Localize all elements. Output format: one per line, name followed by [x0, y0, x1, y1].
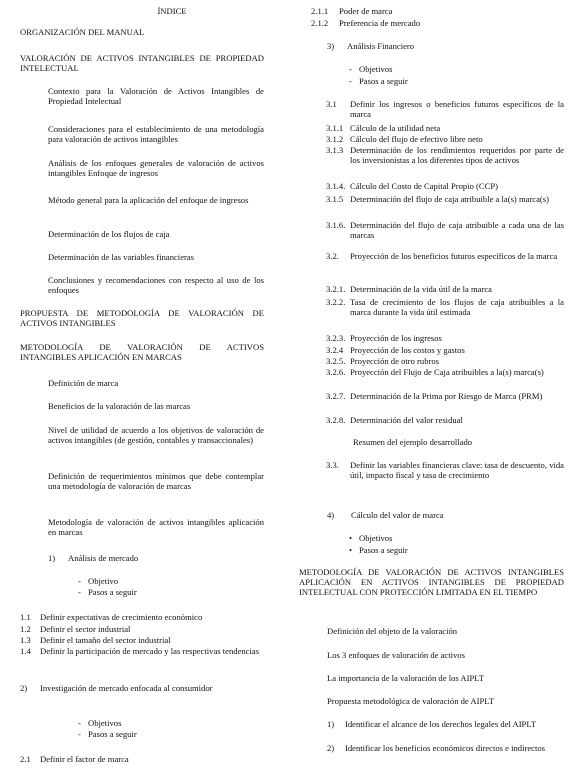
item-number: 3.1.6. — [326, 220, 346, 230]
item-number: 1.1 — [20, 612, 31, 622]
toc-entry: Definición de requerimientos mínimos que debe contemplar una metodología de valoración de marcas — [48, 471, 264, 492]
toc-entry: Los 3 enfoques de valoración de activos — [327, 650, 465, 660]
item-text: Proyección de otro rubros — [350, 356, 440, 366]
item-number: 3.2.5. — [326, 356, 346, 366]
item-text: Determinación del flujo de caja atribuible a la(s) marca(s) — [350, 194, 549, 204]
toc-subitem — [326, 356, 564, 366]
heading-organizacion: ORGANIZACIÓN DEL MANUAL — [20, 27, 145, 37]
summary-entry: Resumen del ejemplo desarrollado — [353, 437, 473, 447]
item-number: 3.1 — [326, 99, 337, 109]
toc-entry: Consideraciones para el establecimiento de una metodología para valoración de activos intangibles — [48, 124, 264, 145]
toc-subitem — [326, 99, 564, 121]
item-number: 3.1.4. — [326, 181, 346, 191]
toc-entry: Contexto para la Valoración de Activos Intangibles de Propiedad Intelectual — [48, 86, 264, 107]
item-text: Proyección del Flujo de Caja atribuibles a la(s) marca(s) — [350, 367, 544, 377]
toc-subitem — [326, 345, 564, 355]
section-number: 2) — [20, 683, 28, 693]
section-number: 1) — [48, 553, 56, 563]
bullet-item: - Objetivos — [359, 64, 564, 74]
item-text: Definir los ingresos o beneficios futuros específicos de la marca — [350, 99, 564, 120]
toc-subitem — [326, 460, 564, 494]
item-text: Identificar el alcance de los derechos legales del AIPLT — [345, 719, 537, 729]
item-number: 3.2.7. — [326, 391, 346, 401]
item-text: Proyección de los beneficios futuros específicos de la marca — [350, 251, 558, 261]
item-text: Determinación del valor residual — [350, 415, 463, 425]
section-number: 4) — [327, 510, 335, 520]
bullet-item: - Objetivo — [88, 576, 264, 586]
toc-subitem — [326, 145, 564, 177]
item-number: 2.1 — [20, 754, 31, 764]
toc-subitem — [326, 415, 564, 425]
toc-entry: Metodología de valoración de activos intangibles aplicación en marcas — [48, 517, 264, 538]
item-text: Poder de marca — [339, 6, 393, 16]
item-number: 1) — [327, 719, 335, 729]
toc-subitem — [326, 391, 564, 413]
item-text: Cálculo del flujo de efectivo libre neto — [350, 134, 483, 144]
item-number: 3.2.2. — [326, 297, 346, 307]
bullet-item: - Pasos a seguir — [359, 76, 564, 86]
item-text: Proyección de los ingresos — [350, 333, 442, 343]
section-label: Cálculo del valor de marca — [351, 510, 444, 520]
toc-subitem — [327, 719, 564, 741]
item-text: Definir el sector industrial — [40, 624, 131, 634]
toc-subitem — [326, 284, 564, 294]
section-number: 3) — [327, 41, 335, 51]
item-text: Definir las variables financieras clave: tasa de descuento, vida útil, impacto fiscal y tasa de crecimiento — [350, 460, 564, 481]
item-text: Determinación de la vida útil de la marca — [350, 284, 492, 294]
item-text: Preferencia de mercado — [339, 18, 421, 28]
item-number: 1.2 — [20, 624, 31, 634]
toc-entry: Determinación de las variables financieras — [48, 252, 195, 262]
item-number: 2.1.1 — [311, 6, 329, 16]
item-number: 3.2.3. — [326, 333, 346, 343]
toc-entry: Nivel de utilidad de acuerdo a los objetivos de valoración de activos intangibles (de gestión, contables y transaccionales) — [48, 425, 264, 446]
toc-subitem — [326, 297, 564, 329]
item-number: 3.2.6. — [326, 367, 346, 377]
toc-entry: Propuesta metodológica de valoración de AIPLT — [327, 696, 494, 706]
item-text: Definir la participación de mercado y las respectivas tendencias — [40, 646, 260, 656]
toc-subitem — [326, 220, 564, 242]
toc-entry: Conclusiones y recomendaciones con respecto al uso de los enfoques — [48, 275, 264, 296]
toc-subitem — [20, 635, 264, 645]
toc-subitem — [20, 646, 264, 668]
item-text: Definir expectativas de crecimiento económico — [40, 612, 203, 622]
item-text: Identificar los beneficios económicos directos e indirectos — [345, 743, 545, 753]
item-number: 3.2.4 — [326, 345, 344, 355]
toc-subitem — [326, 181, 564, 191]
heading-metodologia-marcas: METODOLOGÍA DE VALORACIÓN DE ACTIVOS INTANGIBLES APLICACIÓN EN MARCAS — [20, 342, 264, 363]
heading-propuesta: PROPUESTA DE METODOLOGÍA DE VALORACIÓN DE ACTIVOS INTANGIBLES — [20, 308, 264, 329]
section-4 — [327, 510, 564, 520]
toc-subitem — [311, 18, 564, 28]
toc-entry: Análisis de los enfoques generales de valoración de activos intangibles Enfoque de ingresos — [48, 158, 264, 179]
bullet-item: - Pasos a seguir — [88, 587, 264, 597]
section-label: Análisis Financiero — [347, 41, 415, 51]
item-number: 3.1.5 — [326, 194, 344, 204]
item-number: 3.1.2 — [326, 134, 344, 144]
item-text: Definir el tamaño del sector industrial — [40, 635, 171, 645]
toc-subitem — [326, 194, 564, 216]
item-text: Definir el factor de marca — [40, 754, 129, 764]
section-label: Análisis de mercado — [68, 553, 139, 563]
bullet-item: - Pasos a seguir — [88, 729, 264, 739]
item-number: 1.4 — [20, 646, 31, 656]
item-text: Determinación de los rendimientos requeridos por parte de los inversionistas a los diferentes tipos de activos — [350, 145, 564, 166]
toc-subitem — [20, 754, 264, 764]
bullet-item: - Objetivos — [88, 718, 264, 728]
toc-subitem — [326, 123, 564, 133]
toc-subitem — [326, 134, 564, 144]
toc-subitem — [20, 624, 264, 634]
section-label: Investigación de mercado enfocada al consumidor — [40, 683, 213, 693]
item-text: Determinación del flujo de caja atribuible a cada una de las marcas — [350, 220, 564, 241]
item-text: Determinación de la Prima por Riesgo de Marca (PRM) — [350, 391, 543, 401]
toc-subitem — [326, 251, 564, 273]
toc-subitem — [20, 612, 264, 622]
toc-entry: Definición de marca — [48, 378, 119, 388]
item-text: Cálculo de la utilidad neta — [350, 123, 441, 133]
toc-subitem — [311, 6, 564, 16]
item-number: 3.1.3 — [326, 145, 344, 155]
item-number: 3.2.8. — [326, 415, 346, 425]
toc-entry: Método general para la aplicación del enfoque de ingresos — [48, 195, 249, 205]
item-text: Tasa de crecimiento de los flujos de caja atribuibles a la marca durante la vida útil estimada — [350, 297, 564, 318]
toc-subitem — [326, 333, 564, 343]
toc-entry: Definición del objeto de la valoración — [327, 626, 458, 636]
item-number: 3.2.1. — [326, 284, 346, 294]
item-text: Cálculo del Costo de Capital Propio (CCP) — [350, 181, 498, 191]
item-number: 2) — [327, 743, 335, 753]
section-2 — [20, 683, 264, 705]
item-number: 1.3 — [20, 635, 31, 645]
item-number: 3.3. — [326, 460, 339, 470]
item-text: Proyección de los costos y gastos — [350, 345, 465, 355]
heading-valoracion: VALORACIÓN DE ACTIVOS INTANGIBLES DE PROPIEDAD INTELECTUAL — [20, 53, 264, 74]
index-title: ÍNDICE — [157, 6, 187, 16]
toc-subitem — [326, 367, 564, 389]
toc-entry: Determinación de los flujos de caja — [48, 229, 170, 239]
toc-entry: Beneficios de la valoración de las marcas — [48, 401, 191, 411]
item-number: 3.1.1 — [326, 123, 344, 133]
toc-entry: La importancia de la valoración de los AIPLT — [327, 673, 484, 683]
bullet-item: • Objetivos — [359, 533, 564, 543]
toc-subitem — [327, 743, 564, 765]
item-number: 2.1.2 — [311, 18, 329, 28]
heading-metodologia-aiplt: METODOLOGÍA DE VALORACIÓN DE ACTIVOS INTANGIBLES APLICACIÓN EN ACTIVOS INTANGIBLES DE PROPIEDAD INTELECTUAL CON PROTECCIÓN LIMITADA EN EL TIEMPO — [299, 567, 564, 598]
section-3 — [327, 41, 564, 51]
item-number: 3.2. — [326, 251, 339, 261]
bullet-item: • Pasos a seguir — [359, 545, 564, 555]
